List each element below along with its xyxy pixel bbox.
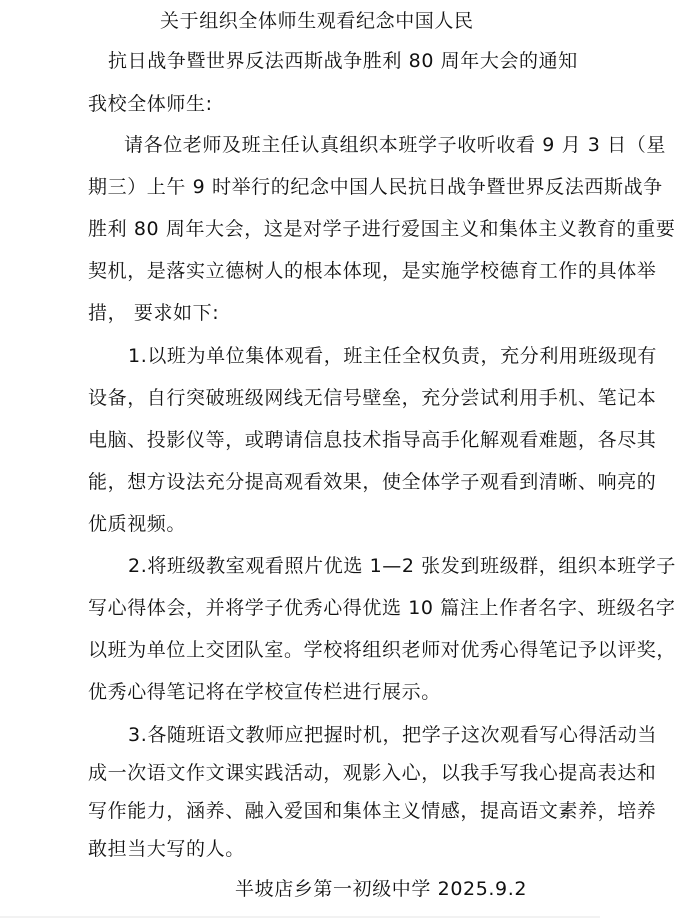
item-3-line: 3.各随班语文教师应把握时机，把学子这次观看写心得活动当 xyxy=(128,724,657,746)
notice-signature: 半坡店乡第一初级中学 2025.9.2 xyxy=(235,878,528,900)
item-2-line: 优秀心得笔记将在学校宣传栏进行展示。 xyxy=(88,681,441,703)
notice-greeting: 我校全体师生: xyxy=(88,93,213,115)
item-1-line: 能，想方设法充分提高观看效果，使全体学子观看到清晰、响亮的 xyxy=(88,471,657,493)
intro-line: 胜利 80 周年大会，这是对学子进行爱国主义和集体主义教育的重要 xyxy=(88,218,676,240)
item-1-line: 1.以班为单位集体观看，班主任全权负责，充分利用班级现有 xyxy=(128,345,657,367)
item-3-line: 写作能力，涵养、融入爱国和集体主义情感，提高语文素养，培养 xyxy=(88,800,657,822)
intro-line: 请各位老师及班主任认真组织本班学子收听收看 9 月 3 日（星 xyxy=(124,134,666,156)
item-1-line: 优质视频。 xyxy=(88,513,187,535)
item-3-line: 成一次语文作文课实践活动，观影入心，以我手写我心提高表达和 xyxy=(88,762,657,784)
item-1-line: 设备，自行突破班级网线无信号壁垒，充分尝试利用手机、笔记本 xyxy=(88,387,657,409)
item-3-line: 敢担当大写的人。 xyxy=(88,838,245,860)
item-2-line: 以班为单位上交团队室。学校将组织老师对优秀心得笔记予以评奖， xyxy=(88,639,676,661)
intro-line: 契机，是落实立德树人的根本体现，是实施学校德育工作的具体举 xyxy=(88,260,657,282)
item-2-line: 写心得体会，并将学子优秀心得优选 10 篇注上作者名字、班级名字 xyxy=(88,597,676,619)
notice-title-line-2: 抗日战争暨世界反法西斯战争胜利 80 周年大会的通知 xyxy=(108,50,578,72)
intro-line: 措， 要求如下: xyxy=(88,302,220,324)
item-1-line: 电脑、投影仪等，或聘请信息技术指导高手化解观看难题，各尽其 xyxy=(88,429,657,451)
intro-line: 期三）上午 9 时举行的纪念中国人民抗日战争暨世界反法西斯战争 xyxy=(88,176,663,198)
item-2-line: 2.将班级教室观看照片优选 1—2 张发到班级群，组织本班学子 xyxy=(128,555,676,577)
notice-title-line-1: 关于组织全体师生观看纪念中国人民 xyxy=(160,10,474,32)
